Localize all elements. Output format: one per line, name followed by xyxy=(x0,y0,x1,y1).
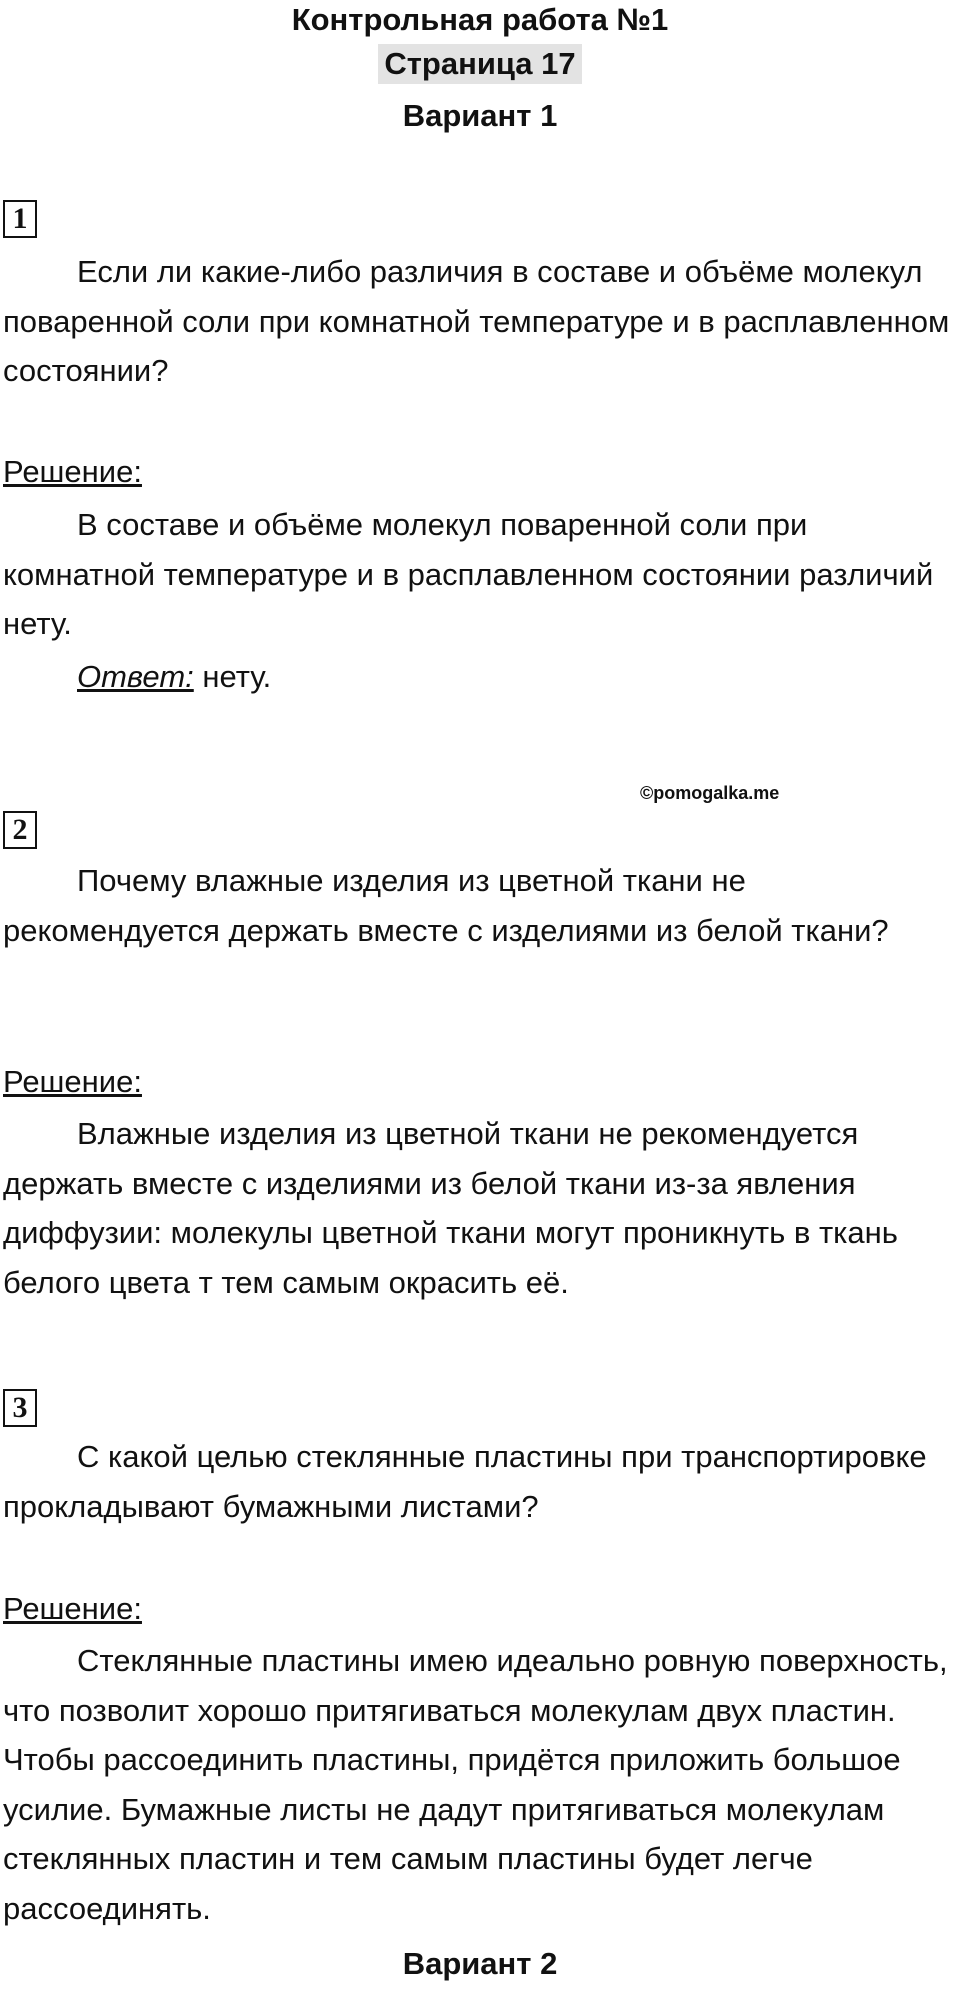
next-variant-heading: Вариант 2 xyxy=(402,1946,558,1981)
page-number-wrap xyxy=(0,44,960,84)
task-3-question: С какой целью стеклянные пластины при транспортировке прокладывают бумажными листами? xyxy=(3,1439,927,1524)
task-1-answer xyxy=(77,657,271,697)
page-number: Страница 17 xyxy=(378,44,581,84)
task-3-solution: Стеклянные пластины имею идеально ровную поверхность, что позволит хорошо притягиваться молекулам двух пластин. Чтобы рассоединить пластины, придётся приложить большое усилие. Бумажные листы не дадут притягиваться молекулам стеклянных пластин и тем самым пластины будет легче рассоединять. xyxy=(3,1643,948,1926)
task-1-answer-value: нету. xyxy=(193,659,272,694)
watermark: ©pomogalka.me xyxy=(640,783,780,803)
task-1-solution: В составе и объёме молекул поваренной соли при комнатной температуре и в расплавленном состоянии различий нету. xyxy=(3,507,934,641)
task-number-3: 3 xyxy=(3,1389,37,1427)
task-1-answer-label: Ответ: xyxy=(77,659,194,694)
task-number-1: 1 xyxy=(3,200,37,238)
task-1-solution-label: Решение: xyxy=(3,454,142,489)
document-title: Контрольная работа №1 xyxy=(291,2,669,37)
task-number-2: 2 xyxy=(3,811,37,849)
task-2-solution-label: Решение: xyxy=(3,1064,142,1099)
task-1-question: Если ли какие-либо различия в составе и объёме молекул поваренной соли при комнатной температуре и в расплавленном состоянии? xyxy=(3,254,950,388)
task-2-solution: Влажные изделия из цветной ткани не рекомендуется держать вместе с изделиями из белой ткани из-за явления диффузии: молекулы цветной ткани могут проникнуть в ткань белого цвета т тем самым окрасить её. xyxy=(3,1116,898,1300)
task-3-solution-label: Решение: xyxy=(3,1591,142,1626)
task-2-question: Почему влажные изделия из цветной ткани не рекомендуется держать вместе с изделиями из белой ткани? xyxy=(3,863,889,948)
variant-heading: Вариант 1 xyxy=(402,98,558,133)
